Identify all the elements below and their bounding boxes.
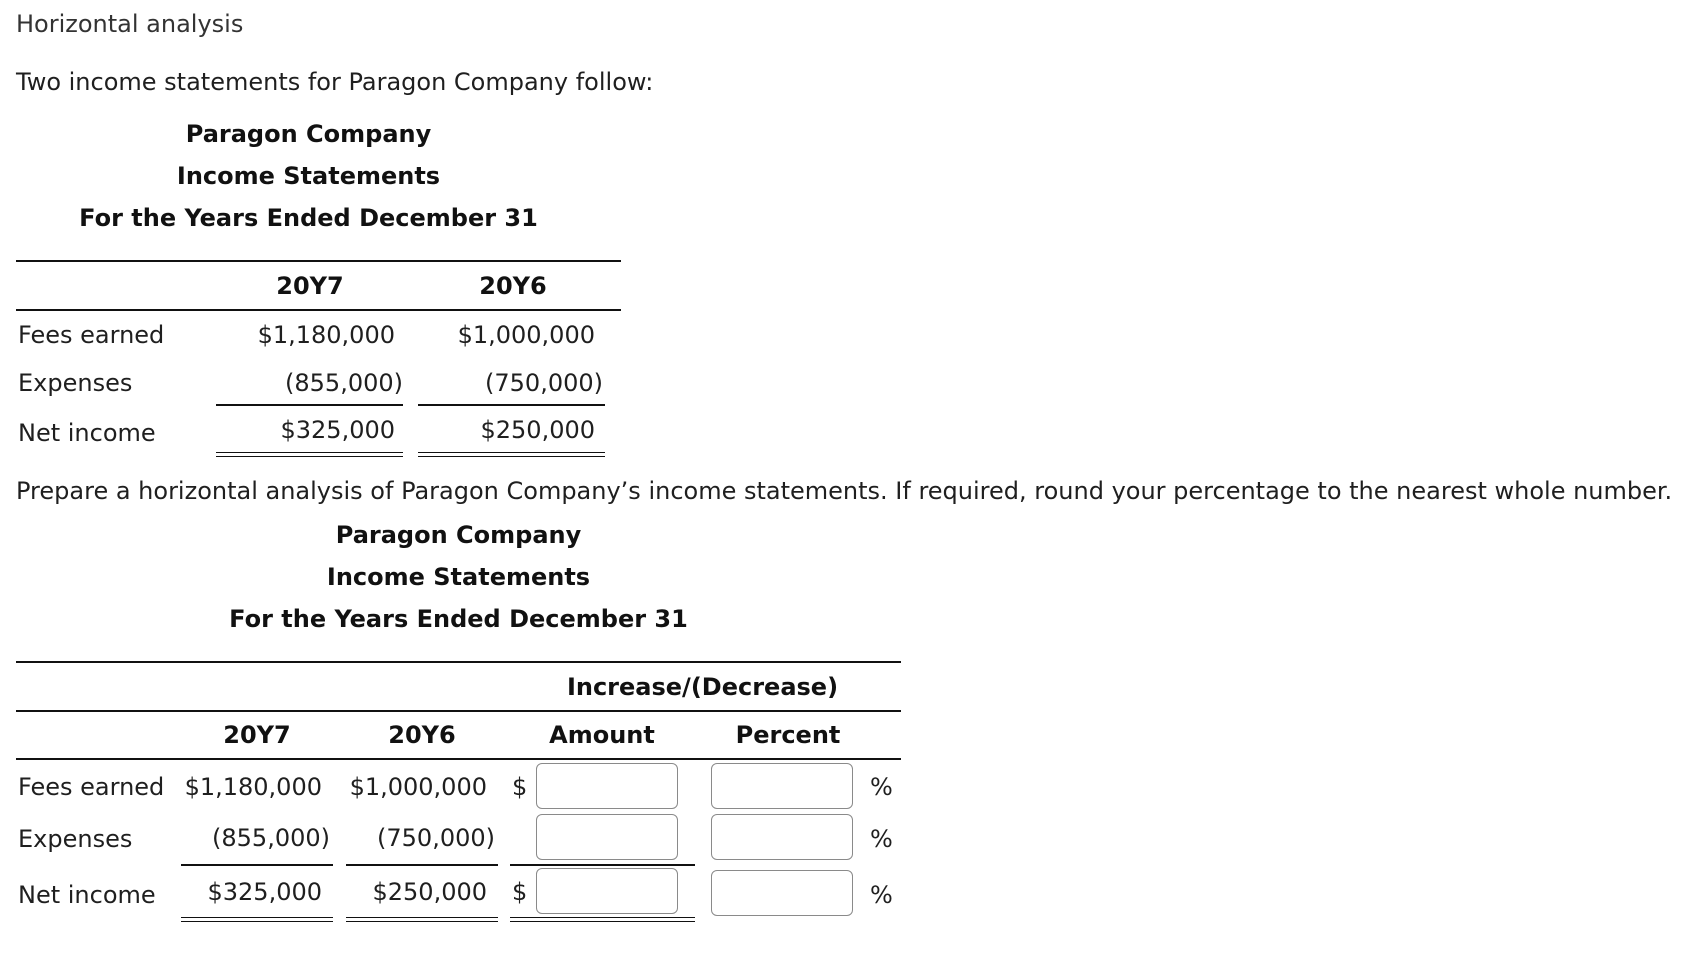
- cell-20y6: $250,000: [480, 416, 595, 444]
- divider: [16, 661, 901, 663]
- percent-sign: %: [870, 773, 893, 801]
- analysis-title: Income Statements: [326, 563, 591, 591]
- cell-20y7: $1,180,000: [257, 321, 395, 349]
- analysis-period: For the Years Ended December 31: [229, 605, 688, 633]
- cell-20y7: (855,000): [212, 824, 330, 852]
- total-double-underline: [346, 917, 498, 922]
- column-header-20y6: 20Y6: [388, 721, 456, 749]
- fees-earned-amount-input[interactable]: [536, 763, 678, 809]
- fees-earned-percent-input[interactable]: [711, 763, 853, 809]
- intro-text: Two income statements for Paragon Company follow:: [16, 68, 654, 96]
- total-double-underline: [216, 452, 403, 457]
- divider: [16, 260, 621, 262]
- column-header-20y7: 20Y7: [276, 272, 344, 300]
- row-label-expenses: Expenses: [18, 369, 133, 397]
- subtotal-underline: [510, 864, 695, 866]
- statement-company: Paragon Company: [185, 120, 432, 148]
- column-header-amount: Amount: [549, 721, 655, 749]
- increase-decrease-header: Increase/(Decrease): [566, 673, 839, 701]
- statement-title: Income Statements: [176, 162, 441, 190]
- row-label-fees-earned: Fees earned: [18, 773, 165, 801]
- dollar-sign: $: [512, 773, 528, 801]
- cell-20y7: $325,000: [207, 878, 322, 906]
- net-income-percent-input[interactable]: [711, 870, 853, 916]
- instructions-text: Prepare a horizontal analysis of Paragon Company’s income statements. If required, round your percentage to the nearest whole number.: [16, 477, 1673, 505]
- total-double-underline: [510, 917, 695, 922]
- row-label-net-income: Net income: [18, 881, 156, 909]
- subtotal-underline: [418, 404, 605, 406]
- subtotal-underline: [216, 404, 403, 406]
- total-double-underline: [181, 917, 333, 922]
- row-label-expenses: Expenses: [18, 825, 133, 853]
- subtotal-underline: [181, 864, 333, 866]
- cell-20y6: $1,000,000: [349, 773, 487, 801]
- page-title: Horizontal analysis: [16, 10, 244, 38]
- expenses-percent-input[interactable]: [711, 814, 853, 860]
- row-label-net-income: Net income: [18, 419, 156, 447]
- net-income-amount-input[interactable]: [536, 868, 678, 914]
- cell-20y6: (750,000): [485, 369, 603, 397]
- statement-period: For the Years Ended December 31: [79, 204, 538, 232]
- cell-20y6: $1,000,000: [457, 321, 595, 349]
- total-double-underline: [418, 452, 605, 457]
- cell-20y6: $250,000: [372, 878, 487, 906]
- row-label-fees-earned: Fees earned: [18, 321, 165, 349]
- divider: [16, 710, 901, 712]
- column-header-percent: Percent: [735, 721, 841, 749]
- dollar-sign: $: [512, 878, 528, 906]
- cell-20y6: (750,000): [377, 824, 495, 852]
- percent-sign: %: [870, 881, 893, 909]
- column-header-20y6: 20Y6: [479, 272, 547, 300]
- cell-20y7: (855,000): [285, 369, 403, 397]
- divider: [16, 309, 621, 311]
- column-header-20y7: 20Y7: [223, 721, 291, 749]
- percent-sign: %: [870, 825, 893, 853]
- cell-20y7: $1,180,000: [184, 773, 322, 801]
- expenses-amount-input[interactable]: [536, 814, 678, 860]
- analysis-company: Paragon Company: [335, 521, 582, 549]
- divider: [16, 758, 901, 760]
- cell-20y7: $325,000: [280, 416, 395, 444]
- subtotal-underline: [346, 864, 498, 866]
